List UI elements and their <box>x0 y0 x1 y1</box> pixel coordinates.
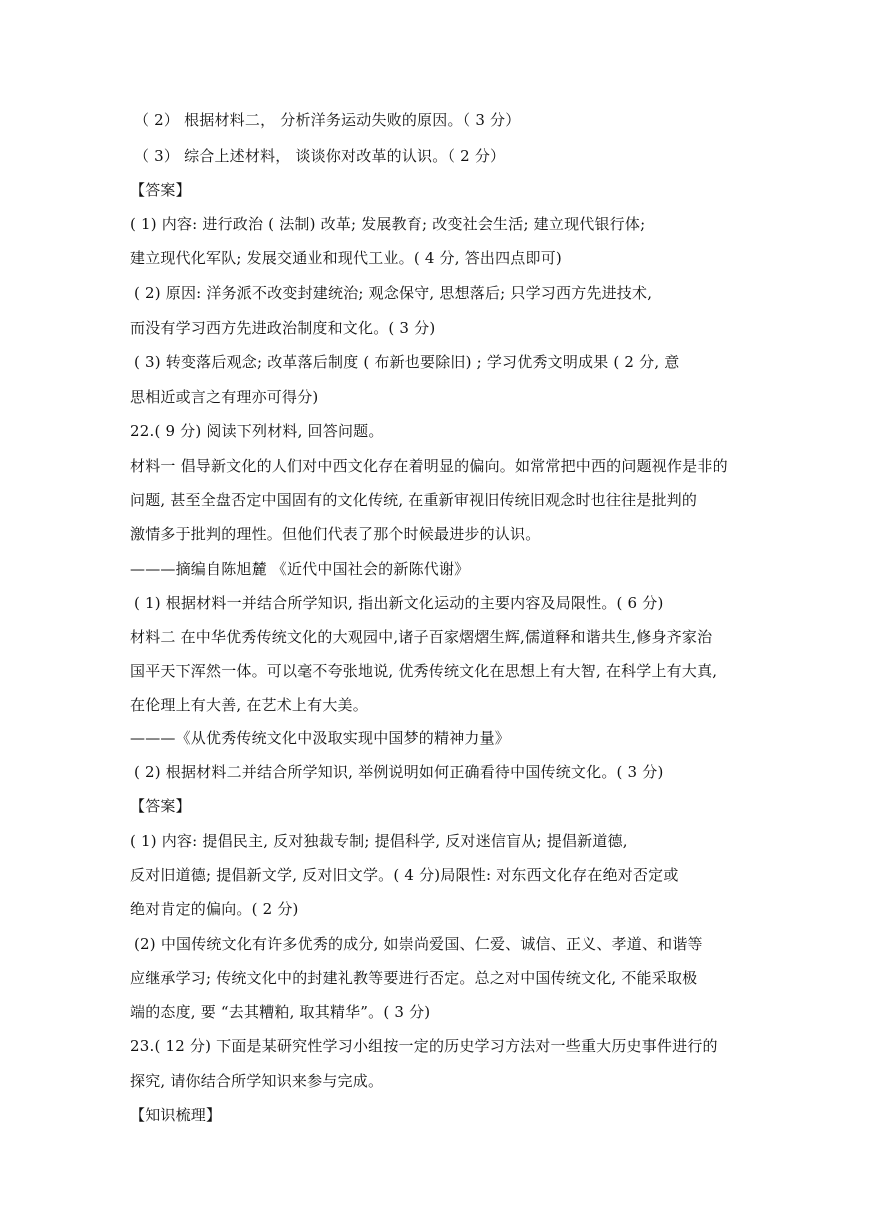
text-line: ( 2) 根据材料二并结合所学知识, 举例说明如何正确看待中国传统文化。( 3 分) <box>134 763 664 781</box>
text-line: 建立现代化军队; 发展交通业和现代工业。( 4 分, 答出四点即可) <box>130 249 562 267</box>
text-line: (2) 中国传统文化有许多优秀的成分, 如崇尚爱国、仁爱、诚信、正义、孝道、和谐等 <box>134 935 703 953</box>
text-line: 22.( 9 分) 阅读下列材料, 回答问题。 <box>130 422 384 440</box>
text-line: ( 1) 根据材料一并结合所学知识, 指出新文化运动的主要内容及局限性。( 6 分) <box>134 594 664 612</box>
text-line: ( 1) 内容: 提倡民主, 反对独裁专制; 提倡科学, 反对迷信盲从; 提倡新道德, <box>130 832 628 850</box>
text-line: ( 3) 转变落后观念; 改革落后制度 ( 布新也要除旧) ; 学习优秀文明成果 ( 2 分, 意 <box>134 353 680 371</box>
text-line: 反对旧道德; 提倡新文学, 反对旧文学。( 4 分)局限性: 对东西文化存在绝对否定或 <box>130 866 679 884</box>
text-line: 思相近或言之有理亦可得分) <box>130 388 319 406</box>
text-line: 问题, 甚至全盘否定中国固有的文化传统, 在重新审视旧传统旧观念时也往往是批判的 <box>130 491 698 509</box>
text-line: （ 2） 根据材料二， 分析洋务运动失败的原因。（ 3 分） <box>134 111 521 129</box>
text-line: 激情多于批判的理性。但他们代表了那个时候最进步的认识。 <box>130 525 541 543</box>
text-line: 绝对肯定的偏向。( 2 分) <box>130 900 299 918</box>
text-line: ( 2) 原因: 洋务派不改变封建统治; 观念保守, 思想落后; 只学习西方先进技术, <box>134 284 653 302</box>
text-line: 【答案】 <box>130 181 191 199</box>
text-line: 材料一 倡导新文化的人们对中西文化存在着明显的偏向。如常常把中西的问题视作是非的 <box>130 457 728 475</box>
text-line: ———摘编自陈旭麓 《近代中国社会的新陈代谢》 <box>130 560 470 578</box>
text-line: ———《从优秀传统文化中汲取实现中国梦的精神力量》 <box>130 729 511 747</box>
text-line: 23.( 12 分) 下面是某研究性学习小组按一定的历史学习方法对一些重大历史事件进行的 <box>130 1037 718 1055</box>
text-line: ( 1) 内容: 进行政治 ( 法制) 改革; 发展教育; 改变社会生活; 建立现代银行体; <box>130 215 646 233</box>
text-line: 而没有学习西方先进政治制度和文化。( 3 分) <box>130 319 436 337</box>
text-line: 材料二 在中华优秀传统文化的大观园中,诸子百家熠熠生辉,儒道释和谐共生,修身齐家治 <box>130 628 713 646</box>
text-line: 在伦理上有大善, 在艺术上有大美。 <box>130 696 368 714</box>
text-line: 【答案】 <box>130 797 191 815</box>
text-line: 应继承学习; 传统文化中的封建礼教等要进行否定。总之对中国传统文化, 不能采取极 <box>130 969 698 987</box>
text-line: 端的态度, 要 “去其糟粕, 取其精华”。( 3 分) <box>130 1003 431 1021</box>
text-line: （ 3） 综合上述材料， 谈谈你对改革的认识。（ 2 分） <box>134 147 506 165</box>
text-line: 国平天下浑然一体。可以毫不夸张地说, 优秀传统文化在思想上有大智, 在科学上有大真, <box>130 662 718 680</box>
text-line: 探究, 请你结合所学知识来参与完成。 <box>130 1072 384 1090</box>
text-line: 【知识梳理】 <box>130 1106 222 1124</box>
